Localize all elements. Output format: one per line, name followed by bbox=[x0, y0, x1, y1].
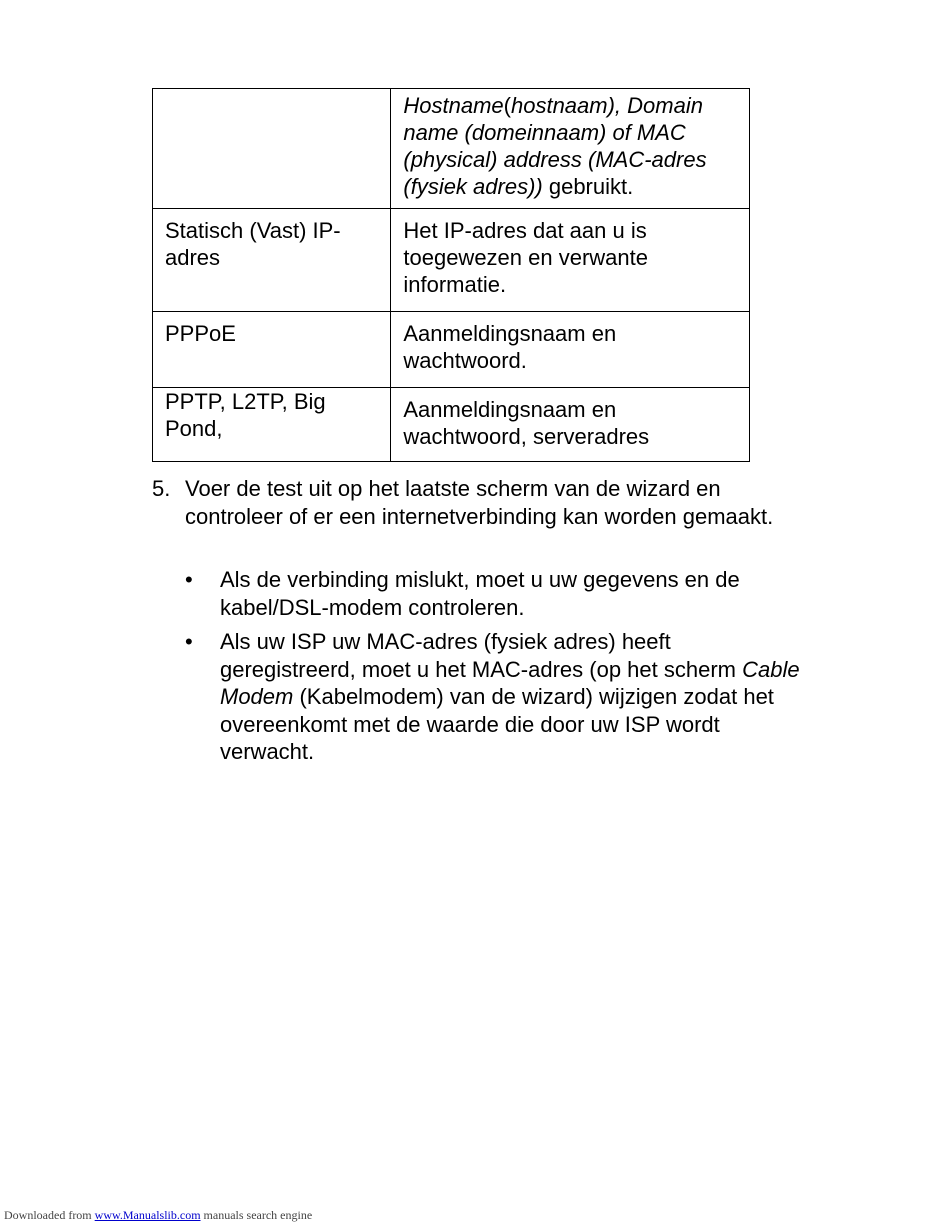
step-number: 5. bbox=[152, 476, 171, 501]
footer-suffix: manuals search engine bbox=[200, 1208, 313, 1222]
italic-text: hostnaam), Domain name (domeinnaam) of MAC (physical) address (MAC-adres (fysiek adres)) bbox=[403, 93, 707, 199]
footer bbox=[4, 1208, 312, 1223]
table-cell-info bbox=[391, 89, 750, 209]
manualslib-link[interactable]: www.Manualslib.com bbox=[94, 1208, 201, 1222]
table-cell-info: Aanmeldingsnaam en wachtwoord. bbox=[391, 312, 750, 388]
table-cell-type: Statisch (Vast) IP-adres bbox=[153, 209, 391, 312]
table-row bbox=[153, 388, 750, 462]
bullet-text bbox=[220, 628, 805, 766]
step-5 bbox=[152, 475, 812, 530]
italic-text: Hostname bbox=[403, 93, 504, 118]
plain-text: Als uw ISP uw MAC-adres (fysiek adres) heeft geregistreerd, moet u het MAC-adres (op het scherm bbox=[220, 629, 743, 682]
table-row bbox=[153, 89, 750, 209]
table-row bbox=[153, 312, 750, 388]
bullet-item bbox=[185, 566, 805, 621]
table-cell-info: Aanmeldingsnaam en wachtwoord, serveradres bbox=[391, 388, 750, 462]
bullet-icon: • bbox=[185, 567, 193, 592]
bullet-item bbox=[185, 628, 805, 766]
connection-info-table bbox=[152, 88, 750, 462]
table-cell-type bbox=[153, 89, 391, 209]
table-cell-type: PPTP, L2TP, Big Pond, bbox=[153, 388, 391, 462]
footer-prefix: Downloaded from bbox=[4, 1208, 95, 1222]
bullet-icon: • bbox=[185, 629, 193, 654]
table-cell-type: PPPoE bbox=[153, 312, 391, 388]
plain-text: gebruikt. bbox=[542, 174, 634, 199]
bullet-text: Als de verbinding mislukt, moet u uw gegevens en de kabel/DSL-modem controleren. bbox=[220, 567, 740, 620]
italic-text: Cable Modem bbox=[220, 656, 800, 709]
plain-text: ( bbox=[503, 93, 511, 118]
step-text: Voer de test uit op het laatste scherm van de wizard en controleer of er een internetverbinding kan worden gemaakt. bbox=[185, 476, 774, 529]
plain-text: (Kabelmodem) van de wizard) wijzigen zodat het overeenkomt met de waarde die door uw ISP wordt verwacht. bbox=[220, 684, 774, 764]
table-cell-info: Het IP-adres dat aan u is toegewezen en verwante informatie. bbox=[391, 209, 750, 312]
table-row bbox=[153, 209, 750, 312]
